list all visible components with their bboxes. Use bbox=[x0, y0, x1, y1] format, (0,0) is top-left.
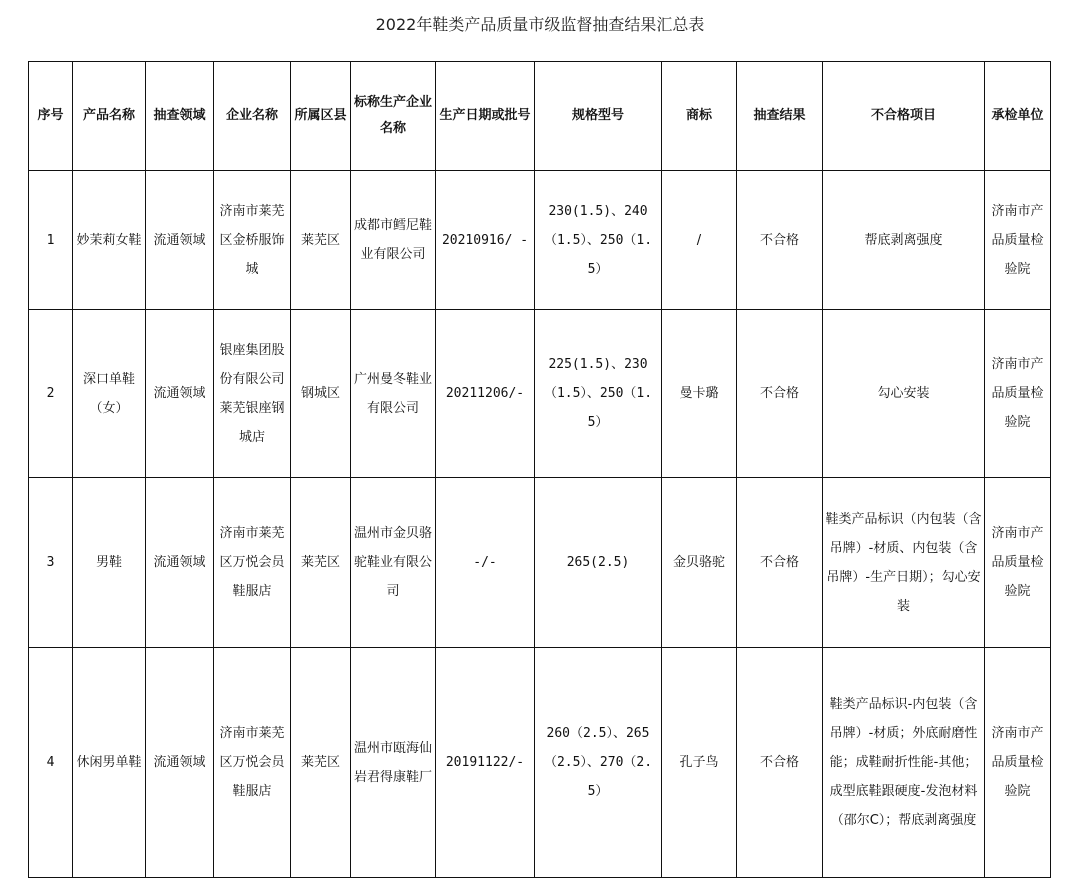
table-cell: 深口单鞋（女） bbox=[73, 310, 146, 478]
table-cell: 不合格 bbox=[737, 478, 823, 648]
table-cell: 230(1.5)、240（1.5）、250（1.5） bbox=[535, 171, 662, 310]
table-header-row bbox=[29, 62, 1051, 171]
header-cell: 抽查结果 bbox=[737, 62, 823, 171]
header-cell: 商标 bbox=[662, 62, 737, 171]
table-cell: 莱芜区 bbox=[291, 648, 351, 878]
table-cell: 济南市产品质量检验院 bbox=[985, 171, 1051, 310]
table-cell: 孔子鸟 bbox=[662, 648, 737, 878]
table-cell: 20210916/ - bbox=[436, 171, 535, 310]
header-cell: 生产日期或批号 bbox=[436, 62, 535, 171]
table-cell: 金贝骆驼 bbox=[662, 478, 737, 648]
table-cell: 鞋类产品标识-内包装（含吊牌）-材质；外底耐磨性能；成鞋耐折性能-其他；成型底鞋跟硬度-发泡材料（邵尔C）；帮底剥离强度 bbox=[823, 648, 985, 878]
table-row bbox=[29, 171, 1051, 310]
table-cell: 钢城区 bbox=[291, 310, 351, 478]
table-cell: 流通领域 bbox=[146, 648, 214, 878]
table-cell: 3 bbox=[29, 478, 73, 648]
header-cell: 标称生产企业名称 bbox=[351, 62, 436, 171]
table-cell: 流通领域 bbox=[146, 310, 214, 478]
header-cell: 规格型号 bbox=[535, 62, 662, 171]
table-cell: 温州市瓯海仙岩君得康鞋厂 bbox=[351, 648, 436, 878]
table-cell: 勾心安装 bbox=[823, 310, 985, 478]
header-cell: 不合格项目 bbox=[823, 62, 985, 171]
result-table bbox=[28, 61, 1051, 878]
table-cell: 济南市莱芜区万悦会员鞋服店 bbox=[214, 648, 291, 878]
header-cell: 所属区县 bbox=[291, 62, 351, 171]
header-cell: 序号 bbox=[29, 62, 73, 171]
table-cell: 1 bbox=[29, 171, 73, 310]
table-cell: 济南市产品质量检验院 bbox=[985, 478, 1051, 648]
table-cell: 265(2.5) bbox=[535, 478, 662, 648]
table-row bbox=[29, 478, 1051, 648]
table-cell: 男鞋 bbox=[73, 478, 146, 648]
table-cell: 不合格 bbox=[737, 310, 823, 478]
table-cell: 225(1.5)、230（1.5）、250（1.5） bbox=[535, 310, 662, 478]
table-cell: 260（2.5）、265（2.5）、270（2.5） bbox=[535, 648, 662, 878]
table-cell: 4 bbox=[29, 648, 73, 878]
header-cell: 承检单位 bbox=[985, 62, 1051, 171]
table-cell: 流通领域 bbox=[146, 478, 214, 648]
table-cell: 20191122/- bbox=[436, 648, 535, 878]
table-cell: 济南市产品质量检验院 bbox=[985, 310, 1051, 478]
table-cell: 济南市产品质量检验院 bbox=[985, 648, 1051, 878]
table-cell: 成都市鳕尼鞋业有限公司 bbox=[351, 171, 436, 310]
header-cell: 企业名称 bbox=[214, 62, 291, 171]
table-cell: 银座集团股份有限公司莱芜银座钢城店 bbox=[214, 310, 291, 478]
table-cell: 莱芜区 bbox=[291, 478, 351, 648]
table-cell: 帮底剥离强度 bbox=[823, 171, 985, 310]
header-cell: 产品名称 bbox=[73, 62, 146, 171]
table-cell: 不合格 bbox=[737, 171, 823, 310]
header-cell: 抽查领域 bbox=[146, 62, 214, 171]
table-cell: 温州市金贝骆驼鞋业有限公司 bbox=[351, 478, 436, 648]
table-cell: 2 bbox=[29, 310, 73, 478]
table-row bbox=[29, 310, 1051, 478]
table-cell: / bbox=[662, 171, 737, 310]
table-cell: -/- bbox=[436, 478, 535, 648]
page-title: 2022年鞋类产品质量市级监督抽查结果汇总表 bbox=[375, 15, 705, 34]
table-cell: 莱芜区 bbox=[291, 171, 351, 310]
table-cell: 不合格 bbox=[737, 648, 823, 878]
table-cell: 20211206/- bbox=[436, 310, 535, 478]
table-cell: 妙茉莉女鞋 bbox=[73, 171, 146, 310]
table-cell: 曼卡璐 bbox=[662, 310, 737, 478]
table-cell: 广州曼冬鞋业有限公司 bbox=[351, 310, 436, 478]
table-cell: 流通领域 bbox=[146, 171, 214, 310]
table-row bbox=[29, 648, 1051, 878]
table-cell: 济南市莱芜区金桥服饰城 bbox=[214, 171, 291, 310]
table-cell: 鞋类产品标识（内包装（含吊牌）-材质、内包装（含吊牌）-生产日期）；勾心安装 bbox=[823, 478, 985, 648]
table-cell: 休闲男单鞋 bbox=[73, 648, 146, 878]
table-cell: 济南市莱芜区万悦会员鞋服店 bbox=[214, 478, 291, 648]
